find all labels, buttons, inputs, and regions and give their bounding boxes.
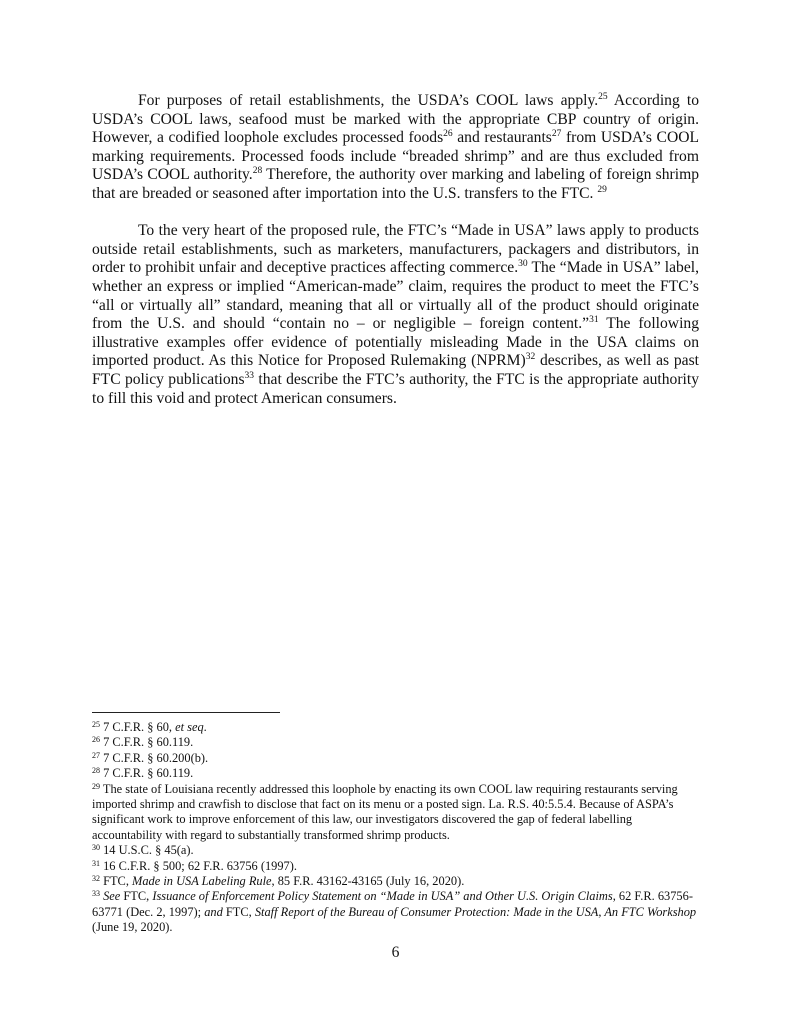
italic-text: and bbox=[204, 904, 223, 919]
footnote-reference: 31 bbox=[589, 315, 599, 326]
footnote-number: 31 bbox=[92, 858, 100, 868]
body-text bbox=[92, 92, 699, 408]
footnote: $^{26}$ 7 C.F.R. § 60.119. bbox=[92, 735, 194, 750]
footnote-number: 27 bbox=[92, 750, 100, 760]
footnote-number: 32 bbox=[92, 874, 100, 884]
footnote-number: 28 bbox=[92, 766, 100, 776]
footnote-reference: 29 bbox=[597, 184, 607, 195]
footnote: $^{27}$ 7 C.F.R. § 60.200(b). bbox=[92, 750, 209, 765]
italic-text: See bbox=[103, 889, 121, 904]
italic-text: Staff Report of the Bureau of Consumer Protection: Made in the USA, An FTC Workshop bbox=[254, 904, 697, 919]
footnote-number: 30 bbox=[92, 843, 100, 853]
footnote-reference: 28 bbox=[252, 166, 263, 177]
footnote-number: 33 bbox=[92, 889, 100, 899]
footnote-reference: 30 bbox=[518, 259, 528, 270]
footnote-reference: 26 bbox=[443, 129, 453, 140]
footnote-reference: 32 bbox=[525, 352, 536, 363]
footnote: $^{28}$ 7 C.F.R. § 60.119. bbox=[92, 766, 194, 781]
footnote-separator bbox=[92, 712, 280, 713]
italic-text: et seq bbox=[175, 720, 204, 734]
footnotes bbox=[92, 720, 702, 936]
footnote-number: 25 bbox=[92, 720, 100, 729]
footnote: $^{25}$ 7 C.F.R. § 60, et seq. bbox=[92, 720, 207, 734]
footnote: $^{32}$ FTC, Made in USA Labeling Rule, 85 F.R. 43162-43165 (July 16, 2020). bbox=[92, 874, 465, 889]
footnote-reference: 33 bbox=[244, 370, 255, 381]
footnote: $^{30}$ 14 U.S.C. § 45(a). bbox=[92, 843, 194, 858]
italic-text: Issuance of Enforcement Policy Statement on “Made in USA” and Other U.S. Origin Claims bbox=[152, 889, 613, 904]
italic-text: Made in USA Labeling Rule bbox=[132, 874, 272, 889]
footnote-number: 26 bbox=[92, 735, 100, 745]
paragraph: To the very heart of the proposed rule, the FTC’s “Made in USA” laws apply to products outside retail establishments, such as marketers, manufacturers, packagers and distributors, in order to prohibit unfair and deceptive practices affecting commerce.$^{30}$ The “Made in USA” label, whether an express or implied “American-made” claim, requires the product to meet the FTC’s “all or virtually all” standard, meaning that all or virtually all of the product should originate from the U.S. and should “contain no – or negligible – foreign content.”$^{31}$ The following illustrative examples offer evidence of potentially misleading Made in the USA claims on imported product. As this Notice for Proposed Rulemaking (NPRM)$^{32}$ describes, as well as past FTC policy publications$^{33}$ that describe the FTC’s authority, the FTC is the appropriate authority to fill this void and protect American consumers. bbox=[92, 222, 700, 407]
footnote-number: 29 bbox=[92, 781, 100, 791]
footnote: $^{29}$ The state of Louisiana recently addressed this loophole by enacting its own COOL law requiring restaurants serving imported shrimp and crawfish to disclose that fact on its menu or a posted sign. La. R.S. 40:5.5.4. Because of ASPA’s significant work to improve enforcement of this law, our investigators discovered the gap of federal labelling accountability with regard to substantially transformed shrimp products. bbox=[92, 781, 678, 842]
footnote: $^{33}$ See FTC, Issuance of Enforcement Policy Statement on “Made in USA” and Other U.S. Origin Claims, 62 F.R. 63756-63771 (Dec. 2, 1997); and FTC, Staff Report of the Bureau of Consumer Protection: Made in the USA, An FTC Workshop (June 19, 2020). bbox=[92, 889, 697, 935]
page-number: 6 bbox=[391, 944, 400, 961]
footnote: $^{31}$ 16 C.F.R. § 500; 62 F.R. 63756 (1997). bbox=[92, 858, 297, 873]
footnote-reference: 27 bbox=[551, 129, 562, 140]
paragraph: For purposes of retail establishments, the USDA’s COOL laws apply.$^{25}$ According to USDA’s COOL laws, seafood must be marked with the appropriate CBP country of origin. However, a codified loophole excludes processed foods$^{26}$ and restaurants$^{27}$ from USDA’s COOL marking requirements. Processed foods include “breaded shrimp” and are thus excluded from USDA’s COOL authority.$^{28}$ Therefore, the authority over marking and labeling of foreign shrimp that are breaded or seasoned after importation into the U.S. transfers to the FTC. $^{29}$ bbox=[92, 92, 699, 202]
footnote-reference: 25 bbox=[598, 92, 608, 102]
